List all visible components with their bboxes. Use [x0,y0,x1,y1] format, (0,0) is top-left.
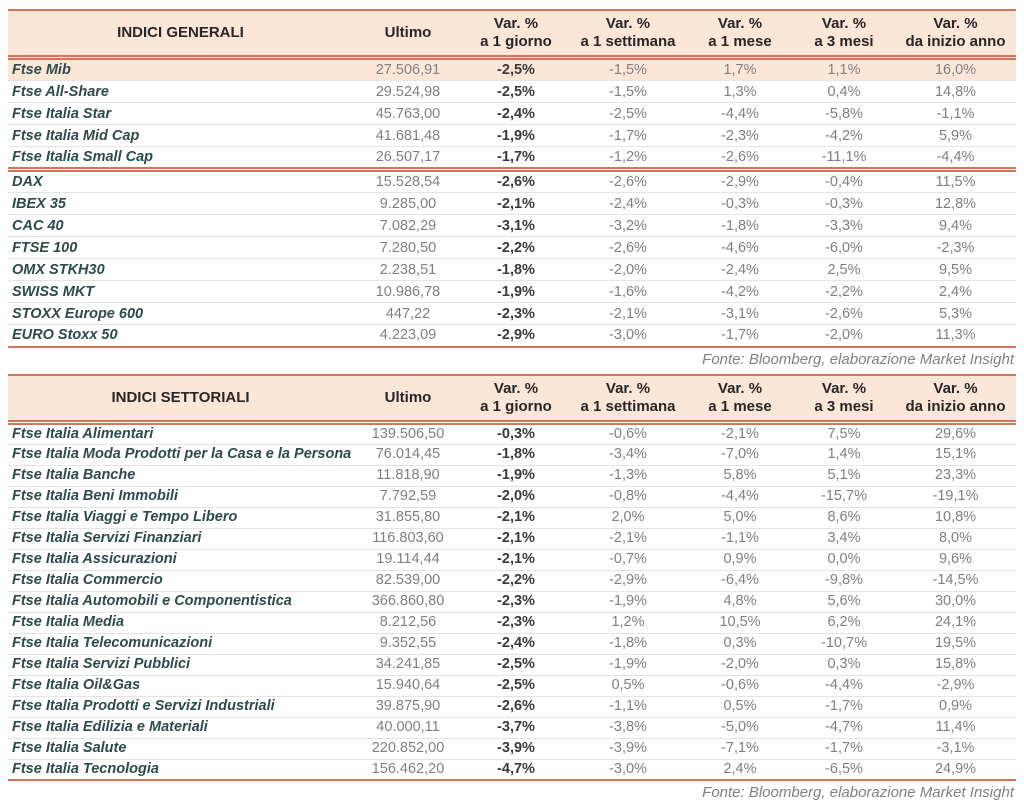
var-value: -5,0% [687,717,793,738]
index-row [8,58,1016,81]
var-value: 0,3% [793,654,895,675]
index-row [8,81,1016,103]
index-row [8,717,1016,738]
index-row [8,422,1016,444]
index-row [8,528,1016,549]
ultimo-value: 8.212,56 [353,612,463,633]
index-row [8,125,1016,147]
var-value: 0,9% [895,696,1016,717]
var-value: -2,1% [569,528,687,549]
ultimo-value: 4.223,09 [353,325,463,347]
index-name: Ftse Italia Automobili e Componentistica [8,591,353,612]
var-value: -1,8% [463,259,569,281]
var-value: 9,5% [895,259,1016,281]
index-name: Ftse Italia Beni Immobili [8,486,353,507]
col-header-var-a-1-mese: Var. % a 1 mese [687,375,793,423]
ultimo-value: 366.860,80 [353,591,463,612]
ultimo-value: 82.539,00 [353,570,463,591]
ultimo-value: 15.528,54 [353,170,463,193]
var-value: 5,3% [895,303,1016,325]
col-header-var-a-3-mesi: Var. % a 3 mesi [793,375,895,423]
var-value: -0,3% [687,193,793,215]
var-value: -1,9% [569,654,687,675]
var-value: -4,4% [687,103,793,125]
ultimo-value: 116.803,60 [353,528,463,549]
index-name: Ftse Italia Mid Cap [8,125,353,147]
var-value: -2,2% [793,281,895,303]
var-value: -2,5% [463,675,569,696]
var-value: 0,9% [687,549,793,570]
ultimo-value: 34.241,85 [353,654,463,675]
var-value: -1,3% [569,465,687,486]
index-row [8,612,1016,633]
var-value: 10,5% [687,612,793,633]
index-name: Ftse All-Share [8,81,353,103]
var-value: -4,6% [687,237,793,259]
var-value: -2,3% [687,125,793,147]
var-value: -3,2% [569,215,687,237]
var-value: -1,7% [793,738,895,759]
var-value: -2,5% [463,654,569,675]
col-header-ultimo: Ultimo [353,375,463,423]
index-row [8,654,1016,675]
var-value: 14,8% [895,81,1016,103]
var-value: -0,6% [569,422,687,444]
var-value: 24,9% [895,759,1016,780]
index-name: STOXX Europe 600 [8,303,353,325]
var-value: 11,4% [895,717,1016,738]
var-value: -1,8% [569,633,687,654]
var-value: -4,4% [793,675,895,696]
index-name: FTSE 100 [8,237,353,259]
index-row [8,675,1016,696]
var-value: -0,3% [463,422,569,444]
var-value: -14,5% [895,570,1016,591]
var-value: 0,3% [687,633,793,654]
index-name: Ftse Italia Salute [8,738,353,759]
index-name: IBEX 35 [8,193,353,215]
var-value: -2,0% [463,486,569,507]
var-value: -1,5% [569,58,687,81]
var-value: -2,1% [463,507,569,528]
var-value: -2,6% [569,170,687,193]
source-note: Fonte: Bloomberg, elaborazione Market Insight [702,350,1014,368]
col-header-var-a-1-giorno: Var. % a 1 giorno [463,10,569,58]
var-value: 10,8% [895,507,1016,528]
var-value: -2,1% [569,303,687,325]
index-row [8,570,1016,591]
var-value: -4,2% [793,125,895,147]
table-header-row [8,375,1016,423]
index-row [8,147,1016,170]
var-value: -1,9% [463,281,569,303]
var-value: 19,5% [895,633,1016,654]
var-value: 1,3% [687,81,793,103]
var-value: -15,7% [793,486,895,507]
ultimo-value: 41.681,48 [353,125,463,147]
index-row [8,281,1016,303]
index-name: Ftse Italia Telecomunicazioni [8,633,353,654]
index-row [8,215,1016,237]
ultimo-value: 10.986,78 [353,281,463,303]
var-value: 15,8% [895,654,1016,675]
var-value: -2,4% [569,193,687,215]
col-header-var-da-inizio-anno: Var. % da inizio anno [895,10,1016,58]
var-value: -2,1% [463,549,569,570]
var-value: 5,0% [687,507,793,528]
var-value: -1,7% [687,325,793,347]
var-value: -2,1% [463,528,569,549]
var-value: -2,1% [687,422,793,444]
index-name: Ftse Italia Viaggi e Tempo Libero [8,507,353,528]
col-header-var-a-1-settimana: Var. % a 1 settimana [569,375,687,423]
index-row [8,507,1016,528]
index-row [8,759,1016,780]
index-name: SWISS MKT [8,281,353,303]
var-value: 5,6% [793,591,895,612]
var-value: -1,1% [687,528,793,549]
var-value: -7,1% [687,738,793,759]
var-value: 5,8% [687,465,793,486]
ultimo-value: 27.506,91 [353,58,463,81]
ultimo-value: 447,22 [353,303,463,325]
var-value: -2,4% [463,633,569,654]
var-value: 23,3% [895,465,1016,486]
var-value: -2,9% [569,570,687,591]
var-value: -0,6% [687,675,793,696]
ultimo-value: 45.763,00 [353,103,463,125]
var-value: -2,5% [463,81,569,103]
col-header-var-da-inizio-anno: Var. % da inizio anno [895,375,1016,423]
var-value: 5,1% [793,465,895,486]
index-row [8,465,1016,486]
var-value: 0,5% [569,675,687,696]
var-value: -2,5% [463,58,569,81]
var-value: -2,9% [687,170,793,193]
var-value: 1,4% [793,444,895,465]
var-value: -4,2% [687,281,793,303]
index-name: Ftse Italia Commercio [8,570,353,591]
var-value: 6,2% [793,612,895,633]
var-value: 4,8% [687,591,793,612]
var-value: -5,8% [793,103,895,125]
var-value: -2,0% [687,654,793,675]
var-value: -2,9% [895,675,1016,696]
var-value: -2,0% [793,325,895,347]
index-name: Ftse Italia Edilizia e Materiali [8,717,353,738]
var-value: -4,7% [793,717,895,738]
index-name: Ftse Italia Moda Prodotti per la Casa e la Persona [8,444,353,465]
var-value: -1,6% [569,281,687,303]
var-value: 11,3% [895,325,1016,347]
var-value: -1,5% [569,81,687,103]
ultimo-value: 19.114,44 [353,549,463,570]
var-value: -2,4% [687,259,793,281]
index-name: CAC 40 [8,215,353,237]
ultimo-value: 9.285,00 [353,193,463,215]
var-value: 0,0% [793,549,895,570]
index-row [8,486,1016,507]
col-header-var-a-1-mese: Var. % a 1 mese [687,10,793,58]
var-value: 5,9% [895,125,1016,147]
var-value: 1,2% [569,612,687,633]
var-value: -1,9% [463,125,569,147]
var-value: -3,0% [569,759,687,780]
ultimo-value: 220.852,00 [353,738,463,759]
index-row [8,444,1016,465]
var-value: 2,0% [569,507,687,528]
ultimo-value: 76.014,45 [353,444,463,465]
var-value: 11,5% [895,170,1016,193]
index-row [8,549,1016,570]
var-value: -3,1% [687,303,793,325]
var-value: -1,7% [463,147,569,170]
var-value: -1,9% [463,465,569,486]
var-value: -4,4% [687,486,793,507]
index-name: Ftse Italia Media [8,612,353,633]
var-value: 2,5% [793,259,895,281]
var-value: -1,8% [687,215,793,237]
ultimo-value: 2.238,51 [353,259,463,281]
var-value: -1,9% [569,591,687,612]
var-value: -2,4% [463,103,569,125]
index-name: Ftse Italia Small Cap [8,147,353,170]
var-value: -10,7% [793,633,895,654]
var-value: -2,6% [463,170,569,193]
var-value: -6,4% [687,570,793,591]
index-name: Ftse Mib [8,58,353,81]
col-header-var-a-1-settimana: Var. % a 1 settimana [569,10,687,58]
var-value: -0,7% [569,549,687,570]
var-value: -2,3% [463,591,569,612]
index-name: Ftse Italia Prodotti e Servizi Industriali [8,696,353,717]
ultimo-value: 15.940,64 [353,675,463,696]
ultimo-value: 29.524,98 [353,81,463,103]
var-value: 1,1% [793,58,895,81]
var-value: -2,5% [569,103,687,125]
var-value: 24,1% [895,612,1016,633]
var-value: -4,4% [895,147,1016,170]
index-row [8,259,1016,281]
var-value: -3,0% [569,325,687,347]
var-value: -3,4% [569,444,687,465]
ultimo-value: 7.792,59 [353,486,463,507]
var-value: -3,1% [463,215,569,237]
index-row [8,237,1016,259]
index-row [8,591,1016,612]
var-value: 1,7% [687,58,793,81]
col-header-var-a-3-mesi: Var. % a 3 mesi [793,10,895,58]
var-value: -1,1% [895,103,1016,125]
var-value: 15,1% [895,444,1016,465]
var-value: -4,7% [463,759,569,780]
var-value: -2,3% [463,612,569,633]
var-value: -9,8% [793,570,895,591]
indici-generali-table [8,9,1016,348]
ultimo-value: 139.506,50 [353,422,463,444]
index-name: Ftse Italia Star [8,103,353,125]
var-value: -1,7% [569,125,687,147]
var-value: 8,0% [895,528,1016,549]
index-name: Ftse Italia Servizi Finanziari [8,528,353,549]
source-note: Fonte: Bloomberg, elaborazione Market Insight [702,784,1014,801]
var-value: 9,4% [895,215,1016,237]
index-name: Ftse Italia Banche [8,465,353,486]
index-row [8,303,1016,325]
var-value: 0,5% [687,696,793,717]
ultimo-value: 26.507,17 [353,147,463,170]
col-header-var-a-1-giorno: Var. % a 1 giorno [463,375,569,423]
index-name: Ftse Italia Assicurazioni [8,549,353,570]
var-value: -0,8% [569,486,687,507]
index-row [8,696,1016,717]
table-title: INDICI GENERALI [8,10,353,58]
var-value: -3,3% [793,215,895,237]
ultimo-value: 31.855,80 [353,507,463,528]
var-value: -2,6% [793,303,895,325]
ultimo-value: 7.280,50 [353,237,463,259]
var-value: -3,9% [463,738,569,759]
ultimo-value: 156.462,20 [353,759,463,780]
var-value: -2,1% [463,193,569,215]
var-value: -2,6% [569,237,687,259]
var-value: 9,6% [895,549,1016,570]
var-value: -0,4% [793,170,895,193]
index-row [8,738,1016,759]
index-name: Ftse Italia Servizi Pubblici [8,654,353,675]
var-value: -7,0% [687,444,793,465]
var-value: 3,4% [793,528,895,549]
var-value: -6,0% [793,237,895,259]
var-value: -6,5% [793,759,895,780]
index-name: Ftse Italia Oil&Gas [8,675,353,696]
var-value: -2,2% [463,570,569,591]
var-value: -1,2% [569,147,687,170]
ultimo-value: 39.875,90 [353,696,463,717]
var-value: -2,6% [463,696,569,717]
var-value: 0,4% [793,81,895,103]
var-value: -3,9% [569,738,687,759]
var-value: -3,7% [463,717,569,738]
index-row [8,103,1016,125]
index-row [8,325,1016,347]
var-value: 2,4% [895,281,1016,303]
var-value: -1,1% [569,696,687,717]
var-value: -1,7% [793,696,895,717]
var-value: -3,8% [569,717,687,738]
index-name: Ftse Italia Tecnologia [8,759,353,780]
var-value: -2,9% [463,325,569,347]
var-value: 12,8% [895,193,1016,215]
var-value: 30,0% [895,591,1016,612]
col-header-ultimo: Ultimo [353,10,463,58]
var-value: -1,8% [463,444,569,465]
index-name: EURO Stoxx 50 [8,325,353,347]
var-value: 7,5% [793,422,895,444]
index-row [8,170,1016,193]
var-value: -2,0% [569,259,687,281]
index-name: OMX STKH30 [8,259,353,281]
var-value: 2,4% [687,759,793,780]
var-value: -2,2% [463,237,569,259]
var-value: -19,1% [895,486,1016,507]
var-value: -11,1% [793,147,895,170]
var-value: 29,6% [895,422,1016,444]
index-row [8,633,1016,654]
table-header-row [8,10,1016,58]
index-row [8,193,1016,215]
index-name: DAX [8,170,353,193]
ultimo-value: 40.000,11 [353,717,463,738]
indici-settoriali-table [8,374,1016,782]
table-title: INDICI SETTORIALI [8,375,353,423]
index-name: Ftse Italia Alimentari [8,422,353,444]
var-value: -2,3% [895,237,1016,259]
ultimo-value: 9.352,55 [353,633,463,654]
ultimo-value: 7.082,29 [353,215,463,237]
var-value: 16,0% [895,58,1016,81]
var-value: -3,1% [895,738,1016,759]
var-value: -2,3% [463,303,569,325]
var-value: -2,6% [687,147,793,170]
var-value: 8,6% [793,507,895,528]
var-value: -0,3% [793,193,895,215]
ultimo-value: 11.818,90 [353,465,463,486]
